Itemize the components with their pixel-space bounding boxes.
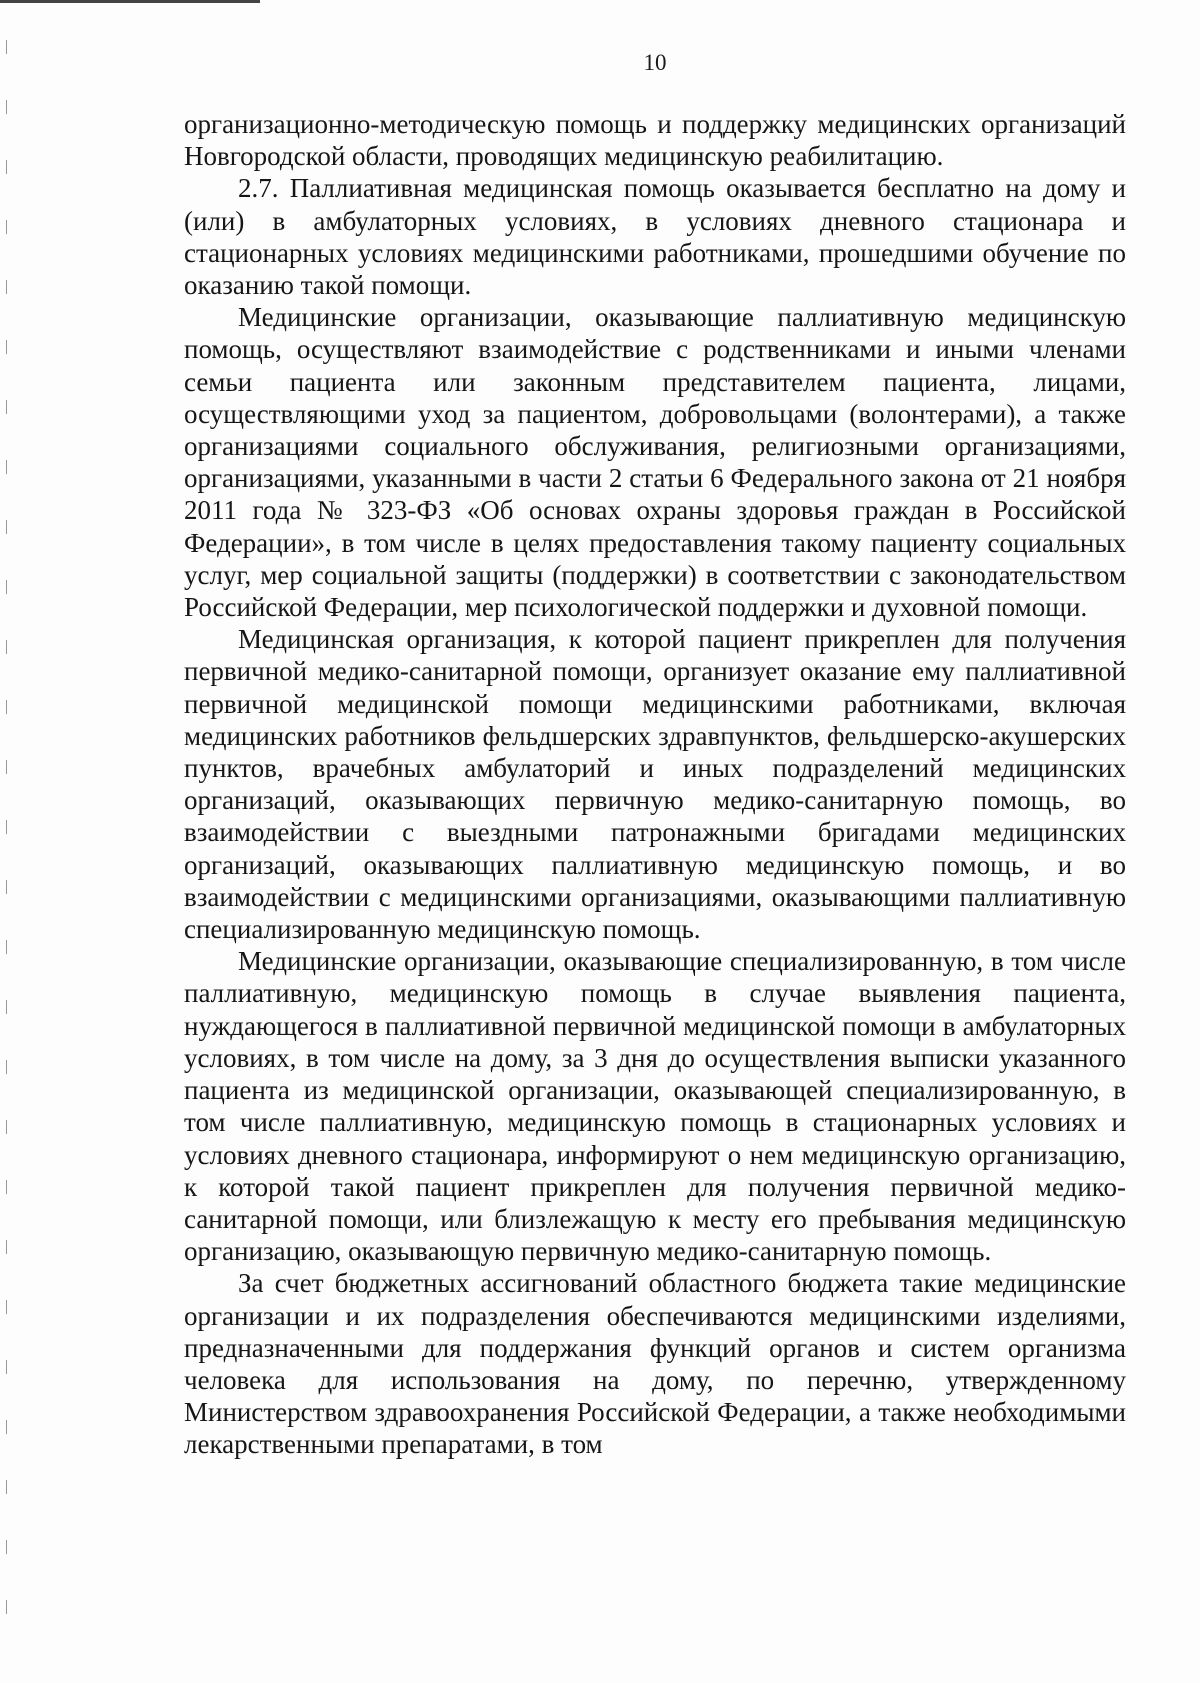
paragraph-2: 2.7. Паллиативная медицинская помощь оказывается бесплатно на дому и (или) в амбулаторных условиях, в условиях дневного стационара и стационарных условиях медицинскими работниками, прошедшими обучение по оказанию такой помощи. (184, 173, 1126, 301)
document-body (184, 108, 1126, 1461)
paragraph-6: За счет бюджетных ассигнований областного бюджета такие медицинские организации и их подразделения обеспечиваются медицинскими изделиями, предназначенными для поддержания функций органов и систем организма человека для использования на дому, по перечню, утвержденному Министерством здравоохранения Российской Федерации, а также необходимыми лекарственными препаратами, в том (184, 1268, 1126, 1460)
paragraph-4: Медицинская организация, к которой пациент прикреплен для получения первичной медико-санитарной помощи, организует оказание ему паллиативной первичной медицинской помощи медицинскими работниками, включая медицинских работников фельдшерских здравпунктов, фельдшерско-акушерских пунктов, врачебных амбулаторий и иных подразделений медицинских организаций, оказывающих первичную медико-санитарную помощь, во взаимодействии с выездными патронажными бригадами медицинских организаций, оказывающих паллиативную медицинскую помощь, и во взаимодействии с медицинскими организациями, оказывающими паллиативную специализированную медицинскую помощь. (184, 624, 1126, 945)
paragraph-5: Медицинские организации, оказывающие специализированную, в том числе паллиативную, медицинскую помощь в случае выявления пациента, нуждающегося в паллиативной первичной медицинской помощи в амбулаторных условиях, в том числе на дому, за 3 дня до осуществления выписки указанного пациента из медицинской организации, оказывающей специализированную, в том числе паллиативную, медицинскую помощь в стационарных условиях и условиях дневного стационара, информируют о нем медицинскую организацию, к которой такой пациент прикреплен для получения первичной медико-санитарной помощи, или близлежащую к месту его пребывания медицинскую организацию, оказывающую первичную медико-санитарную помощь. (184, 946, 1126, 1267)
scan-left-edge (6, 40, 7, 1640)
scan-top-rule (0, 0, 260, 3)
page-number: 10 (643, 50, 667, 75)
paragraph-3: Медицинские организации, оказывающие паллиативную медицинскую помощь, осуществляют взаимодействие с родственниками и иными членами семьи пациента или законным представителем пациента, лицами, осуществляющими уход за пациентом, добровольцами (волонтерами), а также организациями социального обслуживания, религиозными организациями, организациями, указанными в части 2 статьи 6 Федерального закона от 21 ноября 2011 года № 323-ФЗ «Об основах охраны здоровья граждан в Российской Федерации», в том числе в целях предоставления такому пациенту социальных услуг, мер социальной защиты (поддержки) в соответствии с законодательством Российской Федерации, мер психологической поддержки и духовной помощи. (184, 302, 1126, 623)
paragraph-1: организационно-методическую помощь и поддержку медицинских организаций Новгородской области, проводящих медицинскую реабилитацию. (184, 109, 1126, 172)
